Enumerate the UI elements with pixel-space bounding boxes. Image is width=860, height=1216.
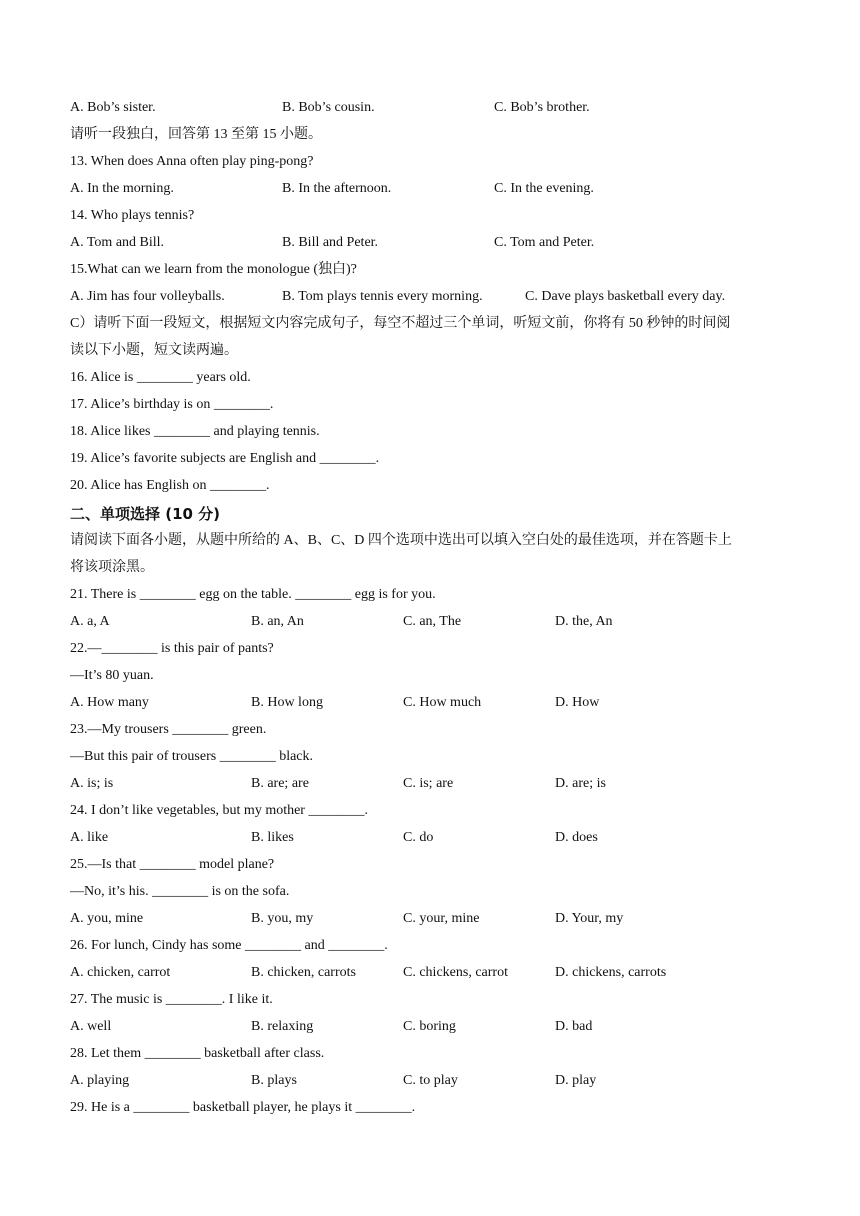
part-c-instruction-line2: 读以下小题，短文读两遍。 <box>70 343 238 358</box>
question-20: 20. Alice has English on ________. <box>70 478 270 493</box>
question-13: 13. When does Anna often play ping-pong? <box>70 154 314 169</box>
option-b: B. you, my <box>251 911 314 926</box>
option-c: C. is; are <box>403 776 454 791</box>
option-b: B. chicken, carrots <box>251 965 356 980</box>
option-b: B. Bill and Peter. <box>282 235 379 250</box>
option-b: B. plays <box>251 1073 297 1088</box>
question-26: 26. For lunch, Cindy has some ________ and ________. <box>70 938 388 953</box>
option-d: D. chickens, carrots <box>555 965 667 980</box>
question-16: 16. Alice is ________ years old. <box>70 370 251 385</box>
option-c: C. your, mine <box>403 911 480 926</box>
question-23: 23.—My trousers ________ green. <box>70 722 267 737</box>
q24-options <box>0 829 860 847</box>
option-a: A. Bob’s sister. <box>70 100 156 115</box>
option-d: D. the, An <box>555 614 613 629</box>
option-d: D. are; is <box>555 776 606 791</box>
question-14: 14. Who plays tennis? <box>70 208 195 223</box>
question-25-reply: —No, it’s his. ________ is on the sofa. <box>70 884 290 899</box>
instruction-13-15: 请听一段独白，回答第 13 至第 15 小题。 <box>70 127 322 142</box>
option-a: A. is; is <box>70 776 114 791</box>
option-a: A. In the morning. <box>70 181 174 196</box>
option-a: A. like <box>70 830 109 845</box>
option-d: D. How <box>555 695 600 710</box>
question-27: 27. The music is ________. I like it. <box>70 992 273 1007</box>
option-c: C. chickens, carrot <box>403 965 508 980</box>
option-c: C. Bob’s brother. <box>494 100 590 115</box>
question-19: 19. Alice’s favorite subjects are English and ________. <box>70 451 380 466</box>
option-d: D. does <box>555 830 598 845</box>
q26-options <box>0 964 860 982</box>
option-b: B. are; are <box>251 776 309 791</box>
q27-options <box>0 1018 860 1036</box>
option-a: A. Jim has four volleyballs. <box>70 289 225 304</box>
section-instruction-line2: 将该项涂黑。 <box>70 560 154 575</box>
question-25: 25.—Is that ________ model plane? <box>70 857 275 872</box>
option-a: A. How many <box>70 695 149 710</box>
q12-options <box>0 99 860 117</box>
option-d: D. Your, my <box>555 911 624 926</box>
option-c: C. to play <box>403 1073 458 1088</box>
question-22-reply: —It’s 80 yuan. <box>70 668 154 683</box>
question-21: 21. There is ________ egg on the table. ________ egg is for you. <box>70 587 436 602</box>
q13-options <box>0 180 860 198</box>
q14-options <box>0 234 860 252</box>
option-a: A. chicken, carrot <box>70 965 171 980</box>
question-15: 15.What can we learn from the monologue (独白)? <box>70 262 357 277</box>
q21-options <box>0 613 860 631</box>
option-c: C. do <box>403 830 434 845</box>
question-18: 18. Alice likes ________ and playing tennis. <box>70 424 320 439</box>
question-23-reply: —But this pair of trousers ________ black. <box>70 749 314 764</box>
option-c: C. Dave plays basketball every day. <box>525 289 726 304</box>
option-a: A. well <box>70 1019 112 1034</box>
q25-options <box>0 910 860 928</box>
option-b: B. How long <box>251 695 323 710</box>
option-d: D. play <box>555 1073 597 1088</box>
q15-options <box>0 288 860 306</box>
option-b: B. likes <box>251 830 294 845</box>
option-b: B. Bob’s cousin. <box>282 100 375 115</box>
option-a: A. you, mine <box>70 911 144 926</box>
question-29: 29. He is a ________ basketball player, he plays it ________. <box>70 1100 416 1115</box>
q23-options <box>0 775 860 793</box>
question-17: 17. Alice’s birthday is on ________. <box>70 397 274 412</box>
question-28: 28. Let them ________ basketball after class. <box>70 1046 325 1061</box>
part-c-instruction-line1: C）请听下面一段短文，根据短文内容完成句子，每空不超过三个单词，听短文前，你将有 50 秒钟的时间阅 <box>70 316 731 331</box>
option-c: C. boring <box>403 1019 456 1034</box>
option-b: B. an, An <box>251 614 304 629</box>
question-24: 24. I don’t like vegetables, but my mother ________. <box>70 803 368 818</box>
option-a: A. playing <box>70 1073 130 1088</box>
option-d: D. bad <box>555 1019 593 1034</box>
option-c: C. an, The <box>403 614 462 629</box>
section-instruction-line1: 请阅读下面各小题，从题中所给的 A、B、C、D 四个选项中选出可以填入空白处的最佳选项，并在答题卡上 <box>70 533 732 548</box>
option-a: A. Tom and Bill. <box>70 235 165 250</box>
option-a: A. a, A <box>70 614 110 629</box>
option-c: C. In the evening. <box>494 181 594 196</box>
q22-options <box>0 694 860 712</box>
q28-options <box>0 1072 860 1090</box>
section-title: 二、单项选择 (10 分) <box>70 505 221 523</box>
option-c: C. Tom and Peter. <box>494 235 595 250</box>
option-b: B. In the afternoon. <box>282 181 392 196</box>
question-22: 22.—________ is this pair of pants? <box>70 641 274 656</box>
option-b: B. relaxing <box>251 1019 314 1034</box>
option-c: C. How much <box>403 695 482 710</box>
option-b: B. Tom plays tennis every morning. <box>282 289 483 304</box>
